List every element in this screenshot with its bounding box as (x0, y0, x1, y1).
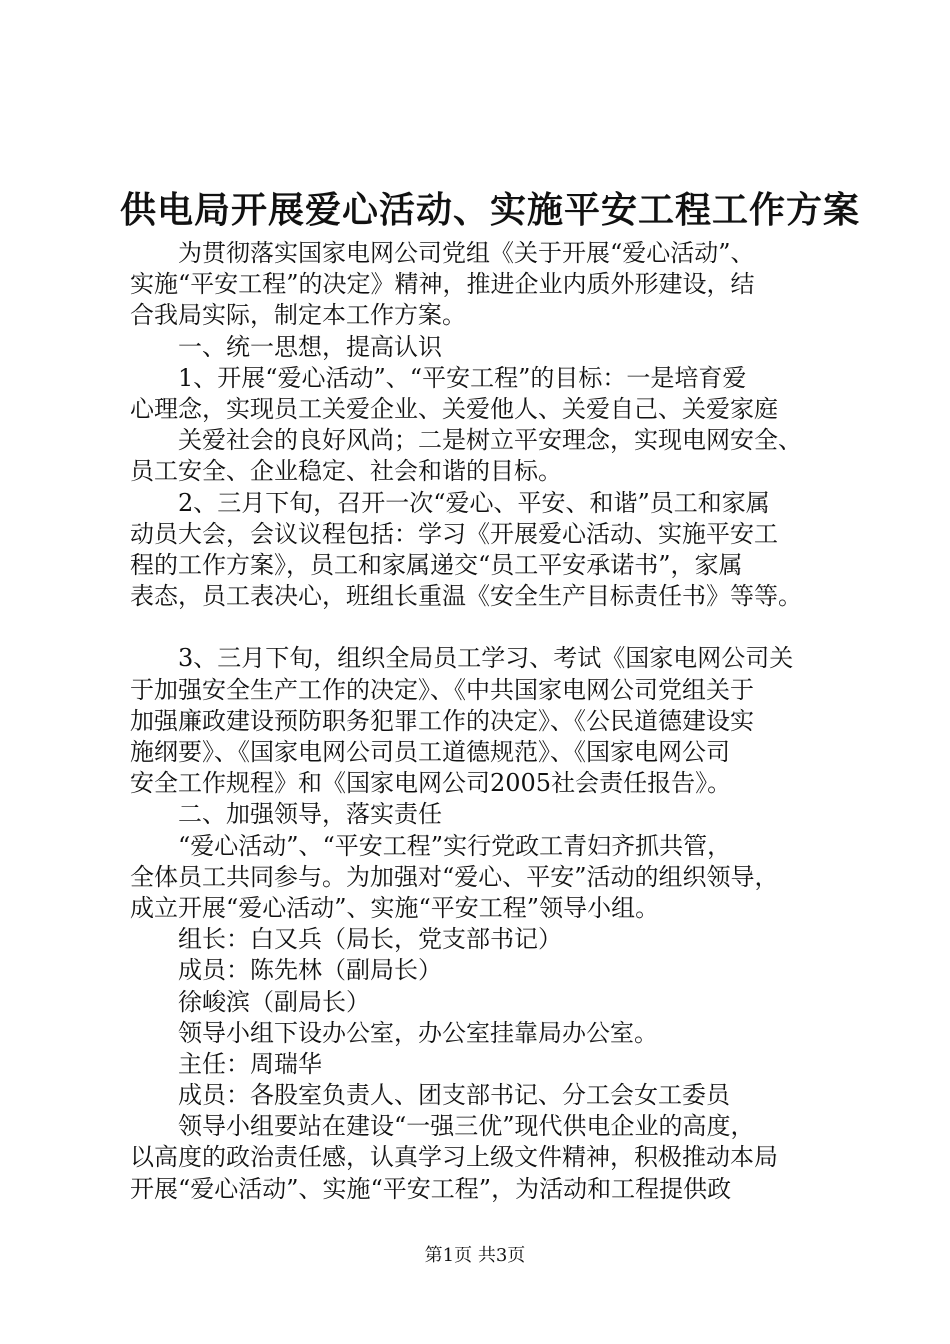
document-title: 供电局开展爱心活动、实施平安工程工作方案 (120, 189, 861, 231)
paragraph-line: 成员：各股室负责人、团支部书记、分工会女工委员 (178, 1081, 730, 1110)
paragraph-line: 成立开展“爱心活动”、实施“平安工程”领导小组。 (130, 893, 660, 922)
paragraph-line: 主任：周瑞华 (178, 1049, 322, 1078)
paragraph-line: 合我局实际，制定本工作方案。 (130, 301, 466, 330)
paragraph-line: 安全工作规程》和《国家电网公司2005社会责任报告》。 (130, 769, 732, 798)
paragraph-line: “爱心活动”、“平安工程”实行党政工青妇齐抓共管， (178, 831, 732, 860)
page-footer: 第1页 共3页 (424, 1245, 526, 1266)
paragraph-line: 心理念，实现员工关爱企业、关爱他人、关爱自己、关爱家庭 (130, 394, 778, 423)
paragraph-line: 员工安全、企业稳定、社会和谐的目标。 (130, 457, 562, 486)
blank-line (130, 612, 850, 643)
section-heading: 二、加强领导，落实责任 (178, 800, 442, 829)
paragraph-line: 动员大会，会议议程包括：学习《开展爱心活动、实施平安工 (130, 519, 778, 548)
paragraph-line: 开展“爱心活动”、实施“平安工程”，为活动和工程提供政 (130, 1174, 732, 1203)
paragraph-line: 以高度的政治责任感，认真学习上级文件精神，积极推动本局 (130, 1143, 778, 1172)
paragraph-line: 于加强安全生产工作的决定》、《中共国家电网公司党组关于 (130, 675, 754, 704)
paragraph-line: 3、三月下旬，组织全局员工学习、考试《国家电网公司关 (178, 644, 794, 673)
paragraph-line: 施纲要》、《国家电网公司员工道德规范》、《国家电网公司 (130, 738, 730, 766)
paragraph-line: 领导小组要站在建设“一强三优”现代供电企业的高度， (178, 1112, 755, 1141)
paragraph-line: 为贯彻落实国家电网公司党组《关于开展“爱心活动”、 (178, 239, 755, 267)
paragraph-line: 徐峻滨（副局长） (178, 987, 370, 1016)
paragraph-line: 程的工作方案》，员工和家属递交“员工平安承诺书”，家属 (130, 550, 743, 579)
paragraph-line: 实施“平安工程”的决定》精神，推进企业内质外形建设，结 (130, 270, 755, 299)
paragraph-line: 全体员工共同参与。为加强对“爱心、平安”活动的组织领导， (130, 862, 779, 891)
paragraph-line: 表态，员工表决心，班组长重温《安全生产目标责任书》等等。 (130, 582, 802, 611)
paragraph-line: 组长：白又兵（局长，党支部书记） (178, 925, 562, 954)
paragraph-line: 加强廉政建设预防职务犯罪工作的决定》、《公民道德建设实 (130, 706, 754, 735)
section-heading: 一、统一思想，提高认识 (178, 332, 442, 361)
paragraph-line: 2、三月下旬，召开一次“爱心、平安、和谐”员工和家属 (178, 488, 770, 517)
paragraph-line: 1、开展“爱心活动”、“平安工程”的目标：一是培育爱 (178, 363, 747, 392)
paragraph-line: 关爱社会的良好风尚；二是树立平安理念，实现电网安全、 (178, 426, 802, 455)
document-body (130, 238, 850, 1205)
paragraph-line: 领导小组下设办公室，办公室挂靠局办公室。 (178, 1018, 658, 1047)
paragraph-line: 成员：陈先林（副局长） (178, 956, 442, 985)
